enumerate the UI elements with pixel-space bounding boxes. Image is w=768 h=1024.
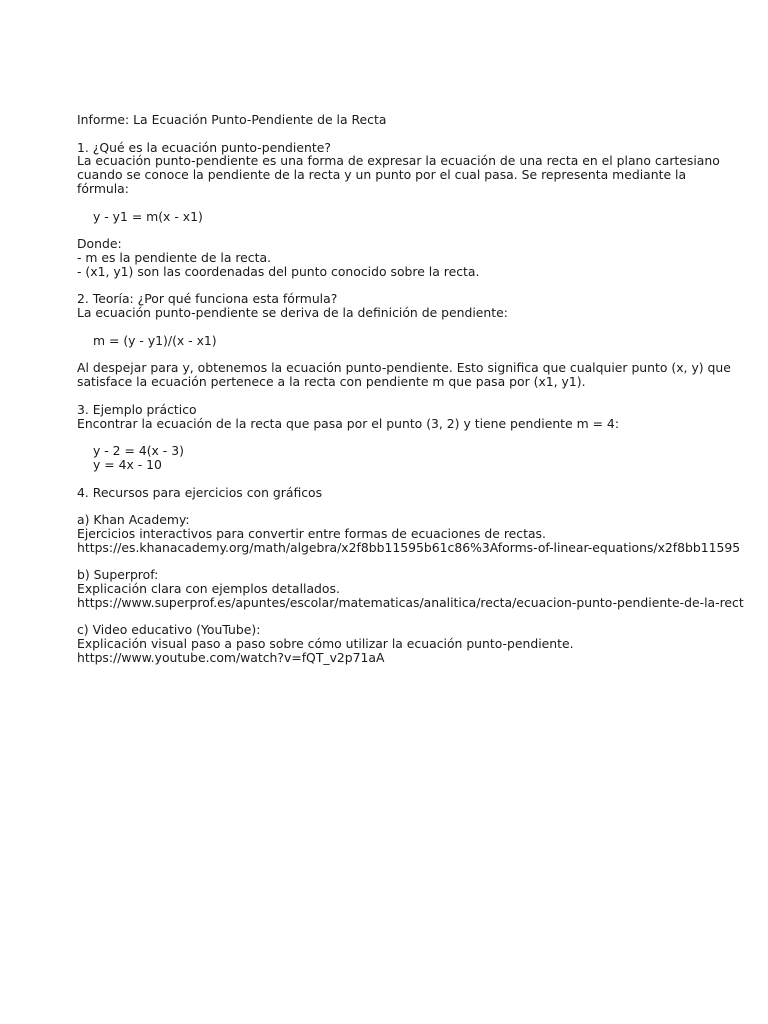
resource-url-youtube[interactable]: https://www.youtube.com/watch?v=fQT_v2p71aA xyxy=(77,650,385,665)
document-page xyxy=(77,113,768,665)
resource-label-youtube: c) Video educativo (YouTube): xyxy=(77,622,261,638)
section-1-heading: 1. ¿Qué es la ecuación punto-pendiente? xyxy=(77,139,331,155)
spacer xyxy=(77,196,768,210)
section-3-intro: Encontrar la ecuación de la recta que pasa por el punto (3, 2) y tiene pendiente m = 4: xyxy=(77,415,619,431)
resource-description: Explicación visual paso a paso sobre cómo utilizar la ecuación punto-pendiente. xyxy=(77,636,574,652)
spacer xyxy=(77,127,768,141)
section-1-paragraph-line: fórmula: xyxy=(77,180,129,196)
spacer xyxy=(77,320,768,334)
spacer xyxy=(77,430,768,444)
section-2-paragraph-line: satisface la ecuación pertenece a la recta con pendiente m que pasa por (x1, y1). xyxy=(77,374,586,390)
section-3-heading: 3. Ejemplo práctico xyxy=(77,401,197,417)
spacer xyxy=(77,499,768,513)
spacer xyxy=(77,610,768,624)
spacer xyxy=(77,223,768,237)
resource-description: Explicación clara con ejemplos detallados. xyxy=(77,581,340,597)
section-2-heading: 2. Teoría: ¿Por qué funciona esta fórmula? xyxy=(77,291,338,307)
spacer xyxy=(77,279,768,293)
section-2-paragraph-line: Al despejar para y, obtenemos la ecuación punto-pendiente. Esto significa que cualquier punto (x, y) que xyxy=(77,360,731,376)
section-1-paragraph-line: cuando se conoce la pendiente de la recta y un punto por el cual pasa. Se representa mediante la xyxy=(77,167,687,183)
resource-label-khan-academy: a) Khan Academy: xyxy=(77,512,190,528)
spacer xyxy=(77,472,768,486)
resource-url-superprof[interactable]: https://www.superprof.es/apuntes/escolar/matematicas/analitica/recta/ecuacion-punto-pendiente-de-la-rect xyxy=(77,594,744,610)
section-1-formula: y - y1 = m(x - x1) xyxy=(93,208,203,224)
spacer xyxy=(77,348,768,362)
section-4-heading: 4. Recursos para ejercicios con gráficos xyxy=(77,484,323,500)
spacer xyxy=(77,555,768,569)
document-title: Informe: La Ecuación Punto-Pendiente de la Recta xyxy=(77,113,387,127)
section-2-formula: m = (y - y1)/(x - x1) xyxy=(93,332,217,348)
section-1-where-item: - (x1, y1) son las coordenadas del punto conocido sobre la recta. xyxy=(77,263,480,279)
section-3-step: y - 2 = 4(x - 3) xyxy=(93,443,184,459)
section-1-paragraph-line: La ecuación punto-pendiente es una forma de expresar la ecuación de una recta en el plano cartesiano xyxy=(77,153,720,169)
section-1-where-label: Donde: xyxy=(77,236,122,252)
resource-label-superprof: b) Superprof: xyxy=(77,567,159,583)
spacer xyxy=(77,389,768,403)
section-3-step: y = 4x - 10 xyxy=(93,456,162,472)
section-2-intro: La ecuación punto-pendiente se deriva de la definición de pendiente: xyxy=(77,305,508,321)
resource-description: Ejercicios interactivos para convertir entre formas de ecuaciones de rectas. xyxy=(77,525,546,541)
resource-url-khan-academy[interactable]: https://es.khanacademy.org/math/algebra/x2f8bb11595b61c86%3Aforms-of-linear-equations/x2f8bb11595 xyxy=(77,539,741,555)
section-1-where-item: - m es la pendiente de la recta. xyxy=(77,249,272,265)
